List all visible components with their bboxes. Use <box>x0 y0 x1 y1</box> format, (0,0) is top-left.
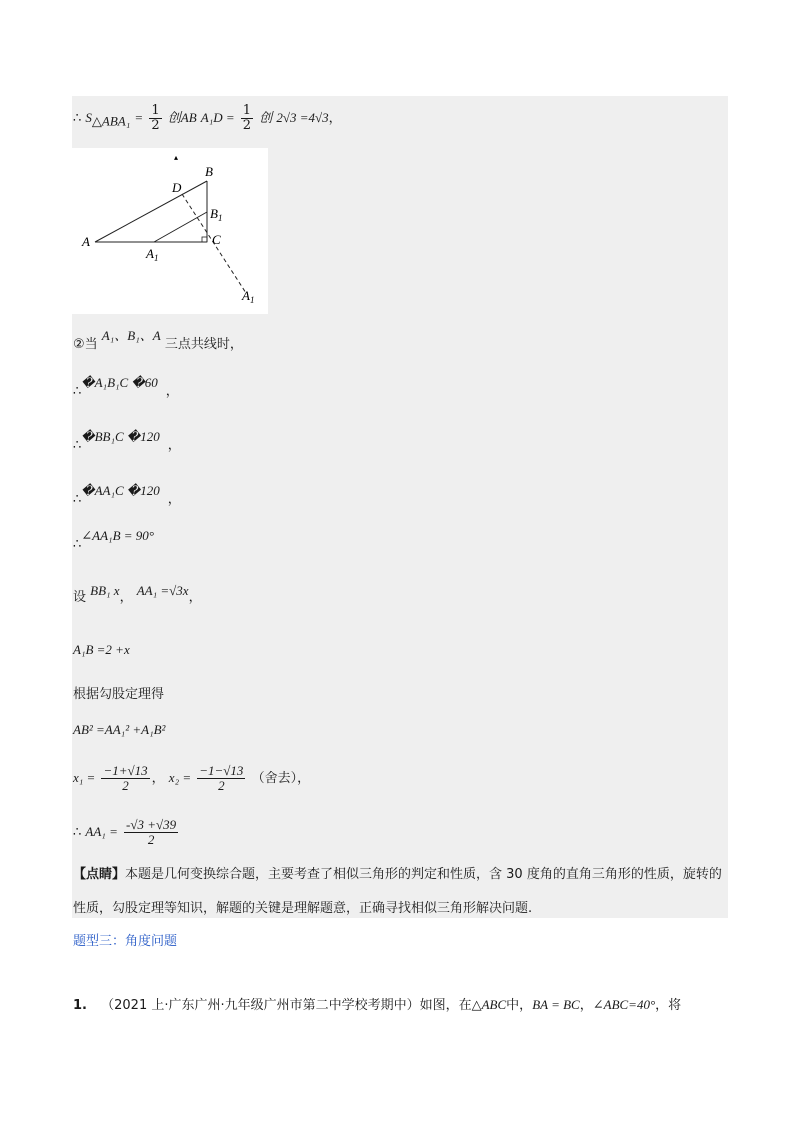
collinear-points: A₁、B₁、A <box>101 328 161 343</box>
step-right-angle: ∴∠AA₁B = 90° <box>73 528 154 552</box>
area-formula-line: ∴ $S_{\triangle ABA_1}$ = $\frac{1}{2}$ 创AB A₁D = $\frac{1}{2}$ 创 2√3 =4√3， <box>73 103 342 133</box>
a1d-term: A₁D = <box>200 110 235 125</box>
label-B1: $B_1$ <box>210 206 223 223</box>
step-angle-aa1c: ∴�AA₁C �120， <box>73 483 181 507</box>
triangle-diagram <box>72 148 268 314</box>
area-result: 2√3 =4√3 <box>276 110 329 125</box>
step-pythagoras-eq: AB² =AA₁² +A₁B² <box>73 722 166 737</box>
comment-paragraph <box>73 858 729 926</box>
label-A1-rotated: $A_1$ <box>242 288 255 305</box>
label-B: B <box>205 164 213 179</box>
fraction-answer: $\frac{-√3 +√39}{2}$ <box>126 817 177 847</box>
step-pythagoras-text: 根据勾股定理得 <box>73 687 165 702</box>
area-symbol: S <box>85 110 92 125</box>
label-C: C <box>212 232 221 247</box>
comment-tag: 【点睛】 <box>73 867 126 882</box>
step-angle-bb1c: ∴�BB₁C �120， <box>73 429 181 453</box>
label-mark: ▴ <box>174 153 179 162</box>
fraction-half-2: $\frac{1}{2}$ <box>242 103 252 133</box>
step-a1b: A₁B =2 +x <box>73 642 130 657</box>
case-two-line: ②当 A₁、B₁、A 三点共线时， <box>73 328 243 352</box>
step-final-answer: ∴ AA₁ = $\frac{-√3 +√39}{2}$ <box>73 817 177 847</box>
comment-text: 本题是几何变换综合题，主要考查了相似三角形的判定和性质，含 30 度角的直角三角形的性质，旋转的性质，勾股定理等知识，解题的关键是理解题意，正确寻找相似三角形解决问题. <box>73 867 722 916</box>
step-set-variable: 设 BB₁ x， AA₁ =√3x， <box>73 583 202 605</box>
equals: = <box>134 110 144 125</box>
question-number: 1. <box>73 998 87 1013</box>
area-subscript: △ABA₁ <box>91 113 131 129</box>
garbled-term: 创AB <box>167 110 197 125</box>
question-one: 1. （2021 上·广东广州·九年级广州市第二中学校考期中）如图，在△ABC中，BA = BC，∠ABC=40°，将 <box>73 997 682 1013</box>
label-A1: $A_1$ <box>146 246 159 263</box>
fraction-half: $\frac{1}{2}$ <box>151 103 160 133</box>
garbled-term-2: 创 <box>259 110 273 125</box>
geometry-figure <box>72 148 268 314</box>
step-angle-a1b1c: ∴�A₁B₁C �60， <box>73 375 179 399</box>
fraction-x1: $\frac{-1+√13}{2}$ <box>103 763 148 793</box>
section-title: 题型三：角度问题 <box>73 934 178 949</box>
fraction-x2: $\frac{-1-√13}{2}$ <box>199 763 244 793</box>
label-A: A <box>82 234 90 249</box>
label-D: D <box>172 180 182 195</box>
therefore-symbol: ∴ <box>73 111 82 126</box>
step-solutions: x₁ = $\frac{-1+√13}{2}$ ， x₂ = $\frac{-1-√13}{2}$ （舍去）， <box>73 763 311 793</box>
